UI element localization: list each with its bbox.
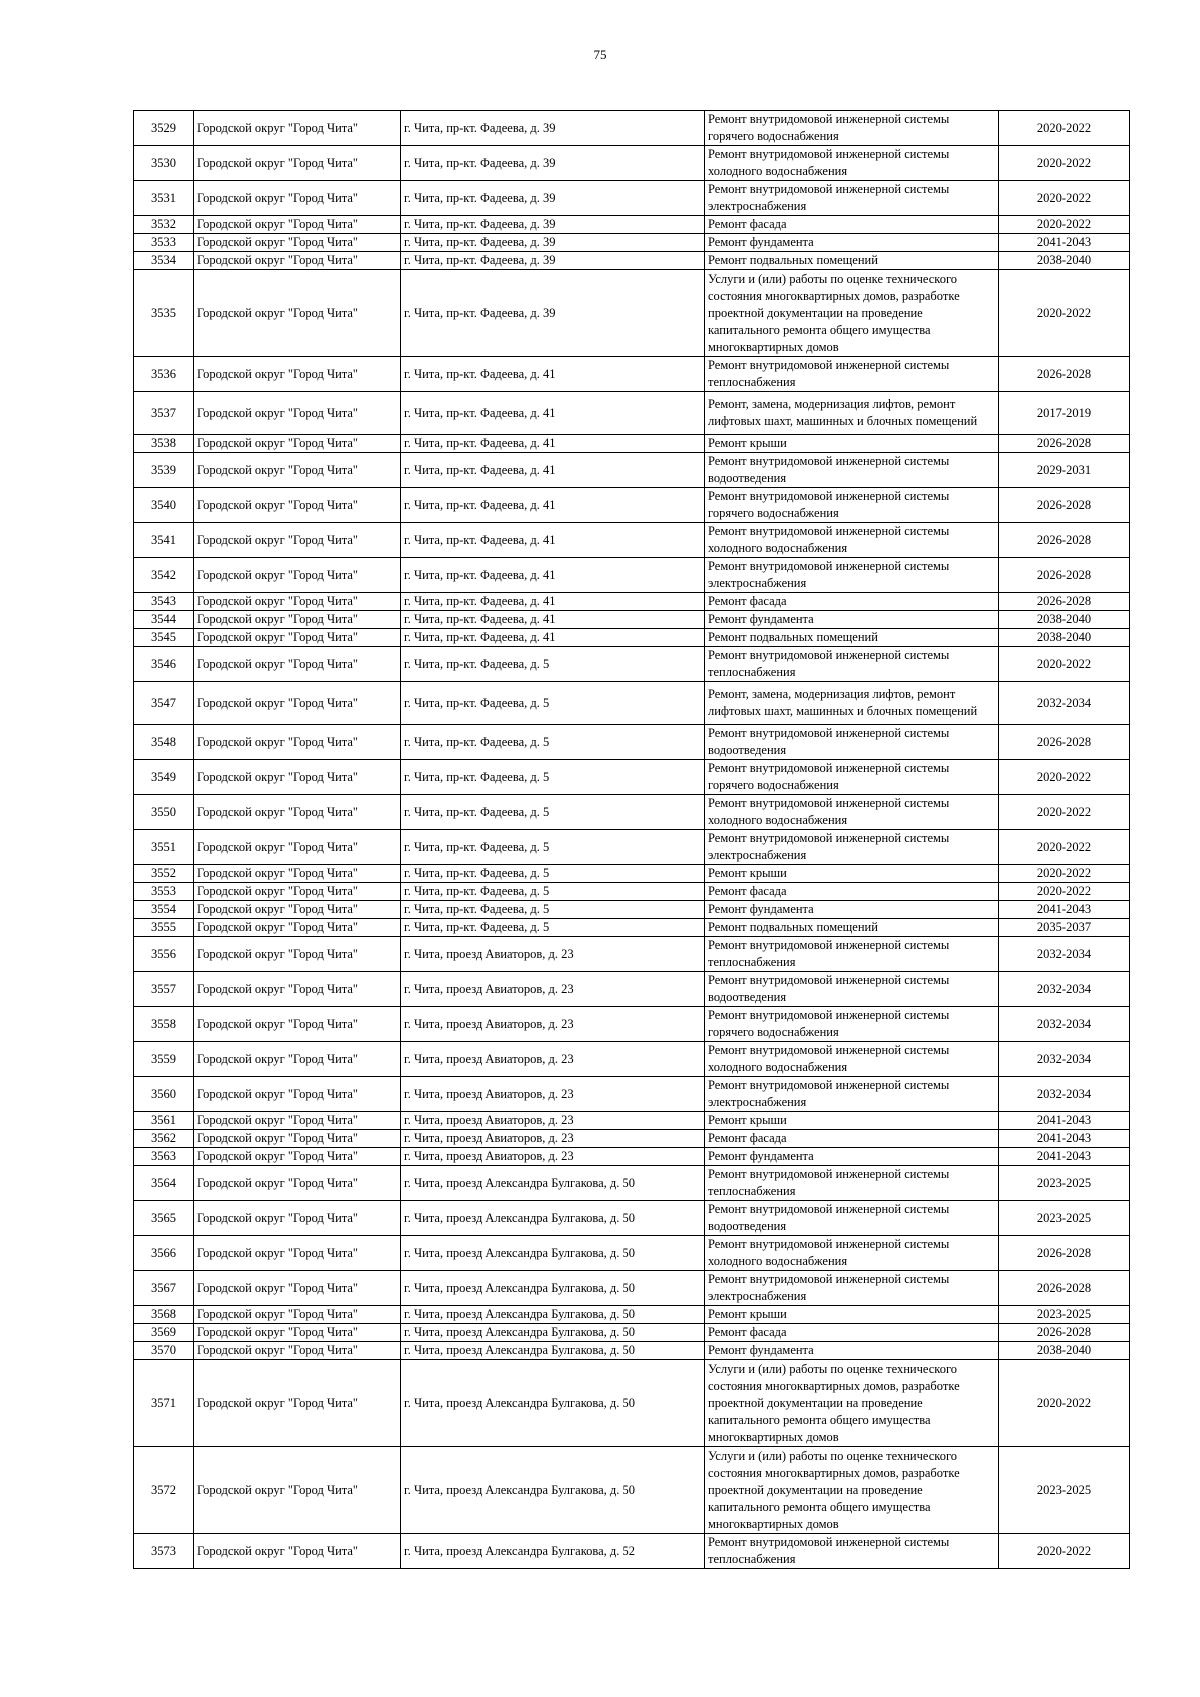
table-row — [134, 611, 1130, 629]
table-row — [134, 682, 1130, 725]
work-type-cell: Ремонт внутридомовой инженерной системы горячего водоснабжения — [705, 111, 999, 146]
table-row — [134, 1271, 1130, 1306]
table-row — [134, 1324, 1130, 1342]
work-type-cell: Ремонт внутридомовой инженерной системы холодного водоснабжения — [705, 795, 999, 830]
table-row — [134, 1077, 1130, 1112]
address-cell: г. Чита, пр-кт. Фадеева, д. 41 — [401, 392, 705, 435]
work-type-cell: Ремонт внутридомовой инженерной системы электроснабжения — [705, 558, 999, 593]
table-row — [134, 1112, 1130, 1130]
municipality-cell: Городской округ "Город Чита" — [194, 1201, 401, 1236]
row-number-cell: 3565 — [134, 1201, 194, 1236]
municipality-cell: Городской округ "Город Чита" — [194, 795, 401, 830]
repair-schedule-table — [133, 110, 1130, 1569]
municipality-cell: Городской округ "Город Чита" — [194, 523, 401, 558]
municipality-cell: Городской округ "Город Чита" — [194, 883, 401, 901]
address-cell: г. Чита, проезд Александра Булгакова, д. 50 — [401, 1447, 705, 1534]
municipality-cell: Городской округ "Город Чита" — [194, 629, 401, 647]
row-number-cell: 3553 — [134, 883, 194, 901]
municipality-cell: Городской округ "Город Чита" — [194, 252, 401, 270]
municipality-cell: Городской округ "Город Чита" — [194, 1534, 401, 1569]
address-cell: г. Чита, пр-кт. Фадеева, д. 5 — [401, 725, 705, 760]
table-row — [134, 234, 1130, 252]
address-cell: г. Чита, пр-кт. Фадеева, д. 41 — [401, 523, 705, 558]
row-number-cell: 3572 — [134, 1447, 194, 1534]
period-cell: 2020-2022 — [999, 865, 1130, 883]
municipality-cell: Городской округ "Город Чита" — [194, 760, 401, 795]
address-cell: г. Чита, пр-кт. Фадеева, д. 5 — [401, 883, 705, 901]
work-type-cell: Ремонт внутридомовой инженерной системы электроснабжения — [705, 1077, 999, 1112]
table-row — [134, 357, 1130, 392]
address-cell: г. Чита, пр-кт. Фадеева, д. 41 — [401, 488, 705, 523]
work-type-cell: Ремонт фасада — [705, 593, 999, 611]
municipality-cell: Городской округ "Город Чита" — [194, 270, 401, 357]
period-cell: 2026-2028 — [999, 488, 1130, 523]
period-cell: 2026-2028 — [999, 1271, 1130, 1306]
row-number-cell: 3532 — [134, 216, 194, 234]
period-cell: 2041-2043 — [999, 901, 1130, 919]
address-cell: г. Чита, пр-кт. Фадеева, д. 41 — [401, 453, 705, 488]
address-cell: г. Чита, пр-кт. Фадеева, д. 41 — [401, 611, 705, 629]
address-cell: г. Чита, проезд Александра Булгакова, д. 50 — [401, 1342, 705, 1360]
row-number-cell: 3560 — [134, 1077, 194, 1112]
period-cell: 2020-2022 — [999, 830, 1130, 865]
work-type-cell: Ремонт внутридомовой инженерной системы горячего водоснабжения — [705, 1007, 999, 1042]
work-type-cell: Ремонт внутридомовой инженерной системы водоотведения — [705, 453, 999, 488]
municipality-cell: Городской округ "Город Чита" — [194, 611, 401, 629]
work-type-cell: Услуги и (или) работы по оценке технического состояния многоквартирных домов, разработке проектной документации на проведение капитального ремонта общего имущества многоквартирных домов — [705, 1360, 999, 1447]
municipality-cell: Городской округ "Город Чита" — [194, 392, 401, 435]
municipality-cell: Городской округ "Город Чита" — [194, 558, 401, 593]
period-cell: 2020-2022 — [999, 146, 1130, 181]
municipality-cell: Городской округ "Город Чита" — [194, 181, 401, 216]
address-cell: г. Чита, пр-кт. Фадеева, д. 5 — [401, 795, 705, 830]
work-type-cell: Ремонт внутридомовой инженерной системы электроснабжения — [705, 1271, 999, 1306]
municipality-cell: Городской округ "Город Чита" — [194, 1306, 401, 1324]
row-number-cell: 3544 — [134, 611, 194, 629]
address-cell: г. Чита, проезд Александра Булгакова, д. 50 — [401, 1236, 705, 1271]
row-number-cell: 3545 — [134, 629, 194, 647]
work-type-cell: Ремонт внутридомовой инженерной системы горячего водоснабжения — [705, 760, 999, 795]
period-cell: 2032-2034 — [999, 1077, 1130, 1112]
address-cell: г. Чита, проезд Авиаторов, д. 23 — [401, 1042, 705, 1077]
period-cell: 2026-2028 — [999, 558, 1130, 593]
period-cell: 2026-2028 — [999, 357, 1130, 392]
work-type-cell: Ремонт фасада — [705, 1324, 999, 1342]
work-type-cell: Ремонт внутридомовой инженерной системы холодного водоснабжения — [705, 1236, 999, 1271]
period-cell: 2029-2031 — [999, 453, 1130, 488]
municipality-cell: Городской округ "Город Чита" — [194, 830, 401, 865]
table-row — [134, 453, 1130, 488]
work-type-cell: Ремонт фасада — [705, 216, 999, 234]
table-row — [134, 523, 1130, 558]
address-cell: г. Чита, проезд Авиаторов, д. 23 — [401, 1130, 705, 1148]
row-number-cell: 3571 — [134, 1360, 194, 1447]
municipality-cell: Городской округ "Город Чита" — [194, 901, 401, 919]
address-cell: г. Чита, проезд Александра Булгакова, д. 50 — [401, 1166, 705, 1201]
table-row — [134, 593, 1130, 611]
work-type-cell: Ремонт внутридомовой инженерной системы электроснабжения — [705, 830, 999, 865]
municipality-cell: Городской округ "Город Чита" — [194, 1324, 401, 1342]
municipality-cell: Городской округ "Город Чита" — [194, 488, 401, 523]
address-cell: г. Чита, пр-кт. Фадеева, д. 39 — [401, 252, 705, 270]
row-number-cell: 3539 — [134, 453, 194, 488]
municipality-cell: Городской округ "Город Чита" — [194, 593, 401, 611]
period-cell: 2041-2043 — [999, 1112, 1130, 1130]
row-number-cell: 3547 — [134, 682, 194, 725]
municipality-cell: Городской округ "Город Чита" — [194, 111, 401, 146]
address-cell: г. Чита, проезд Александра Булгакова, д. 50 — [401, 1201, 705, 1236]
row-number-cell: 3533 — [134, 234, 194, 252]
period-cell: 2020-2022 — [999, 270, 1130, 357]
period-cell: 2038-2040 — [999, 629, 1130, 647]
period-cell: 2032-2034 — [999, 1042, 1130, 1077]
period-cell: 2032-2034 — [999, 1007, 1130, 1042]
address-cell: г. Чита, проезд Александра Булгакова, д. 50 — [401, 1360, 705, 1447]
table-row — [134, 1306, 1130, 1324]
municipality-cell: Городской округ "Город Чита" — [194, 1166, 401, 1201]
work-type-cell: Ремонт внутридомовой инженерной системы теплоснабжения — [705, 937, 999, 972]
row-number-cell: 3541 — [134, 523, 194, 558]
municipality-cell: Городской округ "Город Чита" — [194, 1130, 401, 1148]
table-row — [134, 1201, 1130, 1236]
work-type-cell: Ремонт фундамента — [705, 1342, 999, 1360]
work-type-cell: Ремонт подвальных помещений — [705, 629, 999, 647]
work-type-cell: Ремонт внутридомовой инженерной системы теплоснабжения — [705, 357, 999, 392]
work-type-cell: Ремонт внутридомовой инженерной системы теплоснабжения — [705, 647, 999, 682]
table-row — [134, 972, 1130, 1007]
table-row — [134, 1130, 1130, 1148]
period-cell: 2020-2022 — [999, 883, 1130, 901]
work-type-cell: Ремонт крыши — [705, 865, 999, 883]
row-number-cell: 3557 — [134, 972, 194, 1007]
table-row — [134, 435, 1130, 453]
row-number-cell: 3546 — [134, 647, 194, 682]
row-number-cell: 3567 — [134, 1271, 194, 1306]
row-number-cell: 3570 — [134, 1342, 194, 1360]
row-number-cell: 3550 — [134, 795, 194, 830]
municipality-cell: Городской округ "Город Чита" — [194, 1042, 401, 1077]
work-type-cell: Ремонт внутридомовой инженерной системы холодного водоснабжения — [705, 1042, 999, 1077]
period-cell: 2038-2040 — [999, 1342, 1130, 1360]
municipality-cell: Городской округ "Город Чита" — [194, 972, 401, 1007]
row-number-cell: 3531 — [134, 181, 194, 216]
row-number-cell: 3561 — [134, 1112, 194, 1130]
municipality-cell: Городской округ "Город Чита" — [194, 682, 401, 725]
municipality-cell: Городской округ "Город Чита" — [194, 453, 401, 488]
period-cell: 2026-2028 — [999, 1324, 1130, 1342]
row-number-cell: 3552 — [134, 865, 194, 883]
table-row — [134, 252, 1130, 270]
table-row — [134, 883, 1130, 901]
row-number-cell: 3558 — [134, 1007, 194, 1042]
address-cell: г. Чита, пр-кт. Фадеева, д. 5 — [401, 919, 705, 937]
table-row — [134, 1447, 1130, 1534]
table-row — [134, 1342, 1130, 1360]
period-cell: 2023-2025 — [999, 1306, 1130, 1324]
table-row — [134, 865, 1130, 883]
work-type-cell: Ремонт фундамента — [705, 1148, 999, 1166]
work-type-cell: Ремонт подвальных помещений — [705, 919, 999, 937]
address-cell: г. Чита, проезд Авиаторов, д. 23 — [401, 1077, 705, 1112]
work-type-cell: Ремонт внутридомовой инженерной системы водоотведения — [705, 1201, 999, 1236]
row-number-cell: 3573 — [134, 1534, 194, 1569]
period-cell: 2038-2040 — [999, 611, 1130, 629]
row-number-cell: 3538 — [134, 435, 194, 453]
table-row — [134, 181, 1130, 216]
address-cell: г. Чита, проезд Александра Булгакова, д. 50 — [401, 1306, 705, 1324]
table-body — [134, 111, 1130, 1569]
row-number-cell: 3536 — [134, 357, 194, 392]
period-cell: 2020-2022 — [999, 111, 1130, 146]
municipality-cell: Городской округ "Город Чита" — [194, 357, 401, 392]
period-cell: 2026-2028 — [999, 435, 1130, 453]
table-row — [134, 647, 1130, 682]
row-number-cell: 3540 — [134, 488, 194, 523]
work-type-cell: Ремонт внутридомовой инженерной системы холодного водоснабжения — [705, 523, 999, 558]
address-cell: г. Чита, проезд Авиаторов, д. 23 — [401, 1007, 705, 1042]
municipality-cell: Городской округ "Город Чита" — [194, 216, 401, 234]
table-row — [134, 919, 1130, 937]
period-cell: 2032-2034 — [999, 937, 1130, 972]
table-row — [134, 558, 1130, 593]
work-type-cell: Ремонт внутридомовой инженерной системы холодного водоснабжения — [705, 146, 999, 181]
table-row — [134, 216, 1130, 234]
address-cell: г. Чита, пр-кт. Фадеева, д. 41 — [401, 629, 705, 647]
period-cell: 2020-2022 — [999, 1534, 1130, 1569]
table-row — [134, 795, 1130, 830]
table-row — [134, 629, 1130, 647]
work-type-cell: Ремонт внутридомовой инженерной системы водоотведения — [705, 972, 999, 1007]
table-row — [134, 725, 1130, 760]
work-type-cell: Ремонт фундамента — [705, 234, 999, 252]
address-cell: г. Чита, пр-кт. Фадеева, д. 41 — [401, 558, 705, 593]
work-type-cell: Ремонт внутридомовой инженерной системы электроснабжения — [705, 181, 999, 216]
address-cell: г. Чита, проезд Авиаторов, д. 23 — [401, 937, 705, 972]
period-cell: 2020-2022 — [999, 795, 1130, 830]
row-number-cell: 3535 — [134, 270, 194, 357]
municipality-cell: Городской округ "Город Чита" — [194, 234, 401, 252]
address-cell: г. Чита, проезд Александра Булгакова, д. 50 — [401, 1324, 705, 1342]
table-row — [134, 901, 1130, 919]
table-row — [134, 1042, 1130, 1077]
row-number-cell: 3530 — [134, 146, 194, 181]
address-cell: г. Чита, пр-кт. Фадеева, д. 41 — [401, 593, 705, 611]
row-number-cell: 3566 — [134, 1236, 194, 1271]
address-cell: г. Чита, пр-кт. Фадеева, д. 5 — [401, 901, 705, 919]
address-cell: г. Чита, пр-кт. Фадеева, д. 5 — [401, 760, 705, 795]
table-row — [134, 1236, 1130, 1271]
row-number-cell: 3551 — [134, 830, 194, 865]
work-type-cell: Ремонт фундамента — [705, 901, 999, 919]
row-number-cell: 3542 — [134, 558, 194, 593]
period-cell: 2020-2022 — [999, 181, 1130, 216]
table-row — [134, 937, 1130, 972]
period-cell: 2020-2022 — [999, 760, 1130, 795]
row-number-cell: 3543 — [134, 593, 194, 611]
table-row — [134, 270, 1130, 357]
period-cell: 2023-2025 — [999, 1201, 1130, 1236]
table-row — [134, 1534, 1130, 1569]
address-cell: г. Чита, пр-кт. Фадеева, д. 5 — [401, 647, 705, 682]
period-cell: 2032-2034 — [999, 972, 1130, 1007]
work-type-cell: Ремонт фасада — [705, 883, 999, 901]
address-cell: г. Чита, пр-кт. Фадеева, д. 41 — [401, 357, 705, 392]
municipality-cell: Городской округ "Город Чита" — [194, 937, 401, 972]
row-number-cell: 3549 — [134, 760, 194, 795]
work-type-cell: Услуги и (или) работы по оценке технического состояния многоквартирных домов, разработке проектной документации на проведение капитального ремонта общего имущества многоквартирных домов — [705, 270, 999, 357]
table-row — [134, 392, 1130, 435]
table-row — [134, 760, 1130, 795]
work-type-cell: Ремонт крыши — [705, 1306, 999, 1324]
row-number-cell: 3568 — [134, 1306, 194, 1324]
address-cell: г. Чита, проезд Авиаторов, д. 23 — [401, 1148, 705, 1166]
work-type-cell: Ремонт, замена, модернизация лифтов, ремонт лифтовых шахт, машинных и блочных помещений — [705, 682, 999, 725]
period-cell: 2026-2028 — [999, 1236, 1130, 1271]
work-type-cell: Ремонт внутридомовой инженерной системы водоотведения — [705, 725, 999, 760]
address-cell: г. Чита, пр-кт. Фадеева, д. 39 — [401, 270, 705, 357]
work-type-cell: Ремонт фасада — [705, 1130, 999, 1148]
municipality-cell: Городской округ "Город Чита" — [194, 1342, 401, 1360]
period-cell: 2026-2028 — [999, 523, 1130, 558]
page-number: 75 — [593, 47, 607, 62]
municipality-cell: Городской округ "Город Чита" — [194, 647, 401, 682]
address-cell: г. Чита, пр-кт. Фадеева, д. 39 — [401, 146, 705, 181]
row-number-cell: 3554 — [134, 901, 194, 919]
address-cell: г. Чита, проезд Авиаторов, д. 23 — [401, 1112, 705, 1130]
row-number-cell: 3564 — [134, 1166, 194, 1201]
row-number-cell: 3555 — [134, 919, 194, 937]
address-cell: г. Чита, пр-кт. Фадеева, д. 5 — [401, 682, 705, 725]
period-cell: 2038-2040 — [999, 252, 1130, 270]
work-type-cell: Ремонт фундамента — [705, 611, 999, 629]
work-type-cell: Ремонт крыши — [705, 1112, 999, 1130]
period-cell: 2041-2043 — [999, 1130, 1130, 1148]
municipality-cell: Городской округ "Город Чита" — [194, 1236, 401, 1271]
municipality-cell: Городской округ "Город Чита" — [194, 1112, 401, 1130]
period-cell: 2023-2025 — [999, 1447, 1130, 1534]
address-cell: г. Чита, пр-кт. Фадеева, д. 5 — [401, 865, 705, 883]
period-cell: 2032-2034 — [999, 682, 1130, 725]
period-cell: 2026-2028 — [999, 593, 1130, 611]
address-cell: г. Чита, проезд Авиаторов, д. 23 — [401, 972, 705, 1007]
row-number-cell: 3562 — [134, 1130, 194, 1148]
municipality-cell: Городской округ "Город Чита" — [194, 435, 401, 453]
work-type-cell: Ремонт крыши — [705, 435, 999, 453]
row-number-cell: 3563 — [134, 1148, 194, 1166]
period-cell: 2023-2025 — [999, 1166, 1130, 1201]
table-row — [134, 1360, 1130, 1447]
address-cell: г. Чита, пр-кт. Фадеева, д. 39 — [401, 216, 705, 234]
address-cell: г. Чита, проезд Александра Булгакова, д. 50 — [401, 1271, 705, 1306]
row-number-cell: 3537 — [134, 392, 194, 435]
address-cell: г. Чита, пр-кт. Фадеева, д. 39 — [401, 234, 705, 252]
work-type-cell: Ремонт внутридомовой инженерной системы горячего водоснабжения — [705, 488, 999, 523]
period-cell: 2020-2022 — [999, 216, 1130, 234]
row-number-cell: 3534 — [134, 252, 194, 270]
address-cell: г. Чита, пр-кт. Фадеева, д. 39 — [401, 181, 705, 216]
table-row — [134, 1166, 1130, 1201]
period-cell: 2026-2028 — [999, 725, 1130, 760]
address-cell: г. Чита, пр-кт. Фадеева, д. 39 — [401, 111, 705, 146]
row-number-cell: 3569 — [134, 1324, 194, 1342]
municipality-cell: Городской округ "Город Чита" — [194, 865, 401, 883]
work-type-cell: Ремонт внутридомовой инженерной системы теплоснабжения — [705, 1166, 999, 1201]
municipality-cell: Городской округ "Город Чита" — [194, 1077, 401, 1112]
row-number-cell: 3556 — [134, 937, 194, 972]
municipality-cell: Городской округ "Город Чита" — [194, 1271, 401, 1306]
municipality-cell: Городской округ "Город Чита" — [194, 1360, 401, 1447]
municipality-cell: Городской округ "Город Чита" — [194, 1447, 401, 1534]
period-cell: 2041-2043 — [999, 234, 1130, 252]
row-number-cell: 3548 — [134, 725, 194, 760]
table-row — [134, 146, 1130, 181]
municipality-cell: Городской округ "Город Чита" — [194, 725, 401, 760]
table-row — [134, 1007, 1130, 1042]
row-number-cell: 3559 — [134, 1042, 194, 1077]
address-cell: г. Чита, пр-кт. Фадеева, д. 5 — [401, 830, 705, 865]
work-type-cell: Ремонт, замена, модернизация лифтов, ремонт лифтовых шахт, машинных и блочных помещений — [705, 392, 999, 435]
work-type-cell: Ремонт подвальных помещений — [705, 252, 999, 270]
work-type-cell: Услуги и (или) работы по оценке технического состояния многоквартирных домов, разработке проектной документации на проведение капитального ремонта общего имущества многоквартирных домов — [705, 1447, 999, 1534]
table-row — [134, 1148, 1130, 1166]
work-type-cell: Ремонт внутридомовой инженерной системы теплоснабжения — [705, 1534, 999, 1569]
period-cell: 2020-2022 — [999, 1360, 1130, 1447]
period-cell: 2041-2043 — [999, 1148, 1130, 1166]
row-number-cell: 3529 — [134, 111, 194, 146]
municipality-cell: Городской округ "Город Чита" — [194, 146, 401, 181]
address-cell: г. Чита, пр-кт. Фадеева, д. 41 — [401, 435, 705, 453]
municipality-cell: Городской округ "Город Чита" — [194, 919, 401, 937]
table-row — [134, 111, 1130, 146]
municipality-cell: Городской округ "Город Чита" — [194, 1148, 401, 1166]
period-cell: 2020-2022 — [999, 647, 1130, 682]
period-cell: 2017-2019 — [999, 392, 1130, 435]
period-cell: 2035-2037 — [999, 919, 1130, 937]
address-cell: г. Чита, проезд Александра Булгакова, д. 52 — [401, 1534, 705, 1569]
table-row — [134, 830, 1130, 865]
table-row — [134, 488, 1130, 523]
municipality-cell: Городской округ "Город Чита" — [194, 1007, 401, 1042]
